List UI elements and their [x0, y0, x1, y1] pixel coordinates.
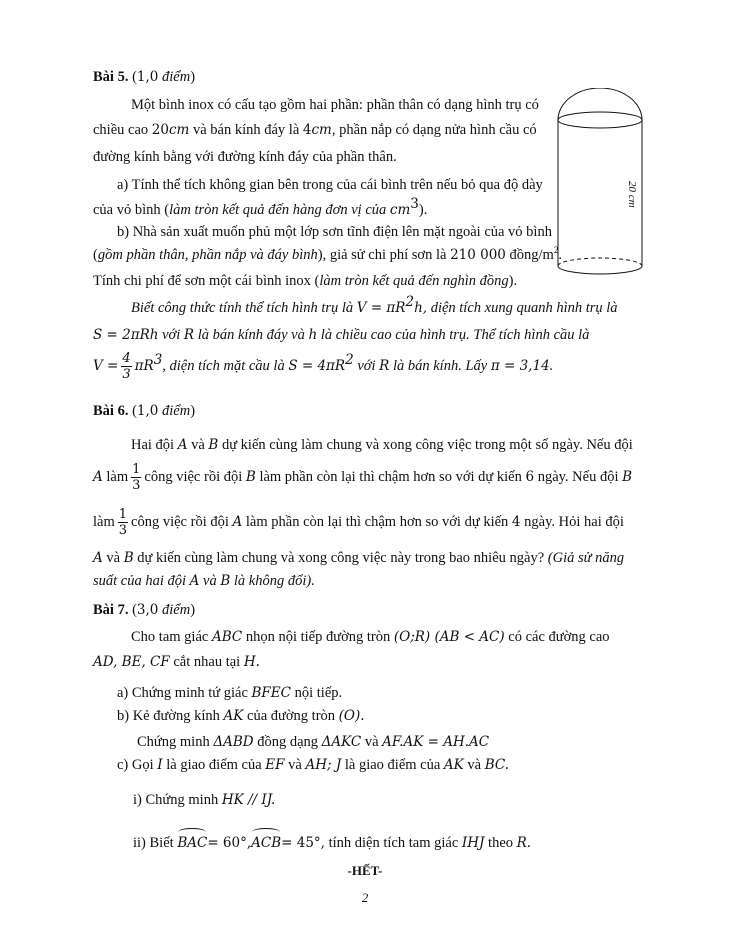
end-mark: -HẾT- [347, 863, 383, 878]
bai7-heading: Bài 7. (3,0 điểm) [93, 602, 196, 618]
bai6-heading: Bài 6. (1,0 điểm) [93, 403, 196, 419]
fraction-4-3: $\frac{4}{3}$ [122, 351, 131, 383]
bai5-heading: Bài 5. (1,0 điểm) [93, 69, 196, 85]
fraction-1-3: $\frac{1}{3}$ [132, 462, 141, 494]
bai7-question-c-ii: ii) Biết BAC= 60°,ACB= 45°, tính diện tích tam giác IHJ theo R. [133, 830, 531, 852]
page-number: 2 [361, 890, 369, 905]
bai7-question-b: b) Kẻ đường kính AK của đường tròn (O). [117, 708, 365, 724]
bai5-question-b-line3: Tính chi phí để sơn một cái bình inox (làm tròn kết quả đến nghìn đồng). [93, 273, 518, 289]
bai5-hint-line1: Biết công thức tính thể tích hình trụ là $V = \pi R^2h$, diện tích xung quanh hình trụ là [131, 294, 618, 316]
bai5-hint-line2: S = 2πRh với R là bán kính đáy và h là chiều cao của hình trụ. Thể tích hình cầu là [93, 327, 590, 343]
bai7-line1: Cho tam giác ABC nhọn nội tiếp đường tròn (O;R) (AB < AC) có các đường cao [131, 629, 610, 645]
bai7-question-a: a) Chứng minh tứ giác BFEC nội tiếp. [117, 685, 343, 701]
hemisphere-cap [558, 88, 642, 120]
bai5-question-a-line1: a) Tính thể tích không gian bên trong của cái bình trên nếu bỏ qua độ dày [117, 177, 543, 193]
bottom-ellipse-front [558, 266, 642, 274]
bai5-intro-line3: đường kính bằng với đường kính đáy của phần thân. [93, 149, 397, 165]
bai5-question-a-line2: của vỏ bình (làm tròn kết quả đến hàng đơn vị của $cm^3$). [93, 196, 428, 218]
bai7-question-c-i: i) Chứng minh HK // IJ. [133, 792, 276, 808]
bai5-intro-line2: chiều cao 20cm và bán kính đáy là 4cm, phần nắp có dạng nửa hình cầu có [93, 122, 537, 138]
angle-bac: BAC [177, 830, 207, 852]
bai7-question-c: c) Gọi I là giao điểm của EF và AH; J là giao điểm của AK và BC. [117, 757, 509, 773]
bai6-line3: làm $\frac{1}{3}$ công việc rồi đội A làm phần còn lại thì chậm hơn so với dự kiến 4 ngày. Hỏi hai đội [93, 507, 624, 539]
cylinder-figure [545, 88, 655, 288]
bai5-question-b-line2: (gồm phần thân, phần nắp và đáy bình), giả sử chi phí sơn là 210 000 đồng/$m^2$. [93, 245, 562, 263]
top-ellipse [558, 112, 642, 128]
bai5-intro-line1: Một bình inox có cấu tạo gồm hai phần: phần thân có dạng hình trụ có [131, 97, 539, 113]
bai6-line5: suất của hai đội A và B là không đổi). [93, 573, 315, 589]
bai5-hint-line3: V = $\frac{4}{3}$ $\pi R^3$, diện tích mặt cầu là $S = 4\pi R^2$ với R là bán kính. Lấy π = 3,14. [93, 351, 554, 383]
bottom-ellipse-back [558, 258, 642, 266]
bai6-line4: A và B dự kiến cùng làm chung và xong công việc này trong bao nhiêu ngày? (Giả sử năng [93, 550, 625, 566]
bai6-line1: Hai đội A và B dự kiến cùng làm chung và xong công việc trong một số ngày. Nếu đội [131, 437, 633, 453]
bai6-line2: A làm $\frac{1}{3}$ công việc rồi đội B làm phần còn lại thì chậm hơn so với dự kiến 6 ngày. Nếu đội B [93, 462, 633, 494]
angle-acb: ACB [251, 830, 281, 852]
bai5-question-b-line1: b) Nhà sản xuất muốn phủ một lớp sơn tĩnh điện lên mặt ngoài của vỏ bình [117, 224, 552, 240]
bai7-line2: AD, BE, CF cắt nhau tại H. [93, 654, 260, 670]
height-label: 20 cm [626, 181, 638, 208]
bai7-question-b-line2: Chứng minh ΔABD đồng dạng ΔAKC và AF.AK = AH.AC [137, 734, 490, 750]
fraction-1-3-second: $\frac{1}{3}$ [118, 507, 128, 539]
